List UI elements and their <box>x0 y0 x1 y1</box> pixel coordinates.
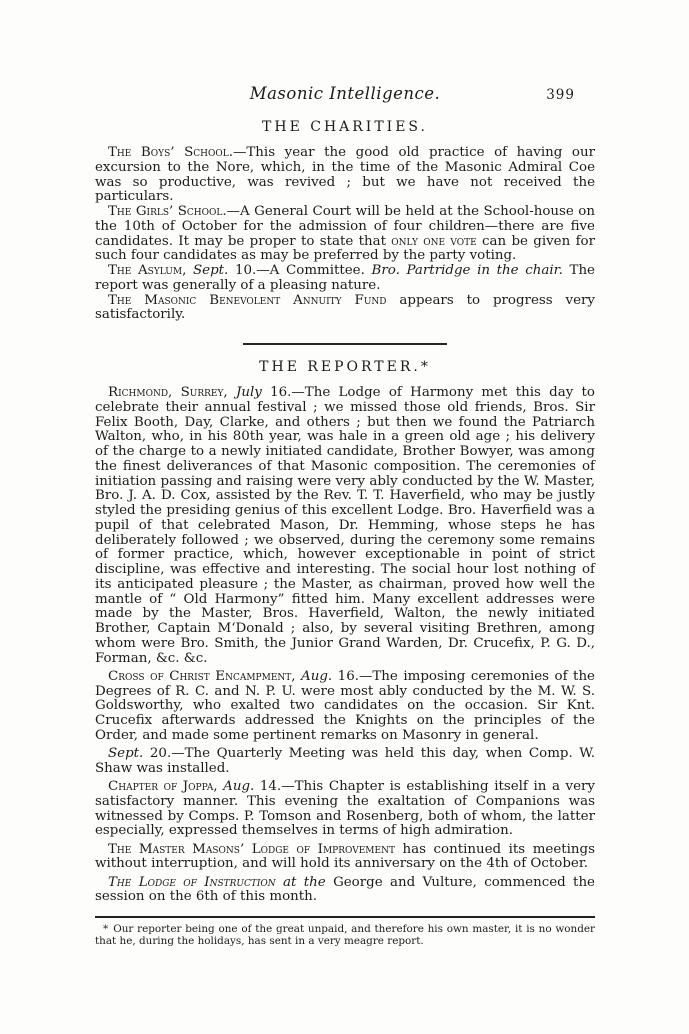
text-segment: The report was generally of a pleasing nature. <box>95 263 595 293</box>
footnote-text <box>95 924 595 948</box>
text-segment: The Boys’ School. <box>108 145 233 160</box>
paragraph <box>95 294 595 324</box>
text-segment: —A General Court will be held at the School-house on the 10th of October for the admission of four children—there are five candidates. It may be proper to state that <box>95 204 595 249</box>
paragraph <box>95 205 595 264</box>
paragraph <box>95 780 595 839</box>
section-charities <box>95 119 595 323</box>
text-segment: Chapter of Joppa, <box>108 779 218 794</box>
footnote-marker: * <box>103 923 109 935</box>
text-segment: Richmond, Surrey, <box>108 385 228 400</box>
footnote-rule <box>95 916 595 918</box>
paragraph <box>95 670 595 744</box>
text-segment: appears to progress very satisfactorily. <box>95 292 595 323</box>
section-reporter <box>95 359 595 905</box>
running-head <box>95 84 595 105</box>
page-number: 399 <box>546 87 575 103</box>
text-segment: only one vote <box>391 233 477 249</box>
text-segment: July <box>227 385 262 400</box>
paragraph <box>95 876 595 906</box>
section-divider-rule <box>243 343 447 345</box>
text-segment: The Asylum, <box>108 263 187 278</box>
text-segment: Sept. <box>108 746 144 761</box>
paragraph <box>95 264 595 294</box>
charities-paragraphs <box>95 146 595 323</box>
text-segment: The Lodge of Instruction <box>108 874 276 890</box>
text-segment: The Girls’ School. <box>108 204 227 219</box>
text-segment: 16.—The imposing ceremonies of the Degrees of R. C. and N. P. U. were most ably conducted by the M. W. S. Goldsworthy, who exalted two candidates on the occasion. Sir Knt. Crucefix afterwards addressed the Knights on the principles of the Order, and made some pertinent remarks on Masonry in general. <box>95 668 595 743</box>
footnote <box>95 916 595 948</box>
paragraph <box>95 843 595 873</box>
charities-heading: THE CHARITIES. <box>262 119 428 135</box>
text-segment: Bro. Partridge in the chair. <box>371 263 563 278</box>
reporter-heading: THE REPORTER.* <box>259 359 431 375</box>
text-segment: 10.—A Committee. <box>228 263 372 278</box>
text-segment: Cross of Christ Encampment, <box>108 668 296 684</box>
text-segment: at the <box>275 874 334 890</box>
reporter-paragraphs <box>95 386 595 905</box>
text-segment: The Master Masons’ Lodge of Improvement <box>108 841 395 857</box>
paragraph <box>95 386 595 666</box>
text-segment: Aug. <box>217 779 255 794</box>
text-segment: The Masonic Benevolent Annuity Fund <box>108 292 387 308</box>
paragraph <box>95 146 595 205</box>
text-segment: Sept. <box>186 263 229 278</box>
text-segment: 16.—The Lodge of Harmony met this day to celebrate their annual festival ; we missed those old friends, Bros. Sir Felix Booth, Day, Clarke, and others ; but then we found the Patriarch Walton, who, in his 80th year, was hale in a green old age ; his delivery of the charge to a newly initiated candidate, Brother Bowyer, was among the finest deliverances of that Masonic composition. The ceremonies of initiation passing and raising were very ably conducted by the W. Master, Bro. J. A. D. Cox, assisted by the Rev. T. T. Haverfield, who may be justly styled the presiding genius of this excellent Lodge. Bro. Haverfield was a pupil of that celebrated Mason, Dr. Hemming, whose steps he has deliberately followed ; we observed, during the ceremony some remains of former practice, which, however exceptionable in point of strict discipline, was effective and interesting. The social hour lost nothing of its anticipated pleasure ; the Master, as chairman, proved how well the mantle of “ Old Harmony” fitted him. Many excellent addresses were made by the Master, Bros. Haverfield, Walton, the newly initiated Brother, Captain M‘Donald ; also, by several visiting Brethren, among whom were Bro. Smith, the Junior Grand Warden, Dr. Crucefix, P. G. D., Forman, &c. &c. <box>95 385 595 666</box>
text-segment: 14.—This Chapter is establishing itself in a very satisfactory manner. This evening the exaltation of Companions was witnessed by Comps. P. Tomson and Rosenberg, both of whom, the latter especially, expressed themselves in terms of high admiration. <box>95 779 595 839</box>
page-content <box>95 84 595 948</box>
text-segment: 20.—The Quarterly Meeting was held this day, when Comp. W. Shaw was installed. <box>95 746 595 776</box>
running-head-title: Masonic Intelligence. <box>249 84 441 103</box>
text-segment: has continued its meetings without interruption, and will hold its anniversary on the 4th of October. <box>95 841 595 872</box>
text-segment: can be given for such four candidates as may be preferred by the party voting. <box>95 233 595 264</box>
text-segment: —This year the good old practice of having our excursion to the Nore, which, in the time of the Masonic Admiral Coe was so productive, was revived ; but we have not received the particulars. <box>95 145 595 205</box>
text-segment: Aug. <box>295 668 333 684</box>
text-segment: George and Vulture, commenced the session on the 6th of this month. <box>95 874 595 905</box>
paragraph <box>95 747 595 777</box>
footnote-body: Our reporter being one of the great unpaid, and therefore his own master, it is no wonder that he, during the holidays, has sent in a very meagre report. <box>95 923 595 947</box>
